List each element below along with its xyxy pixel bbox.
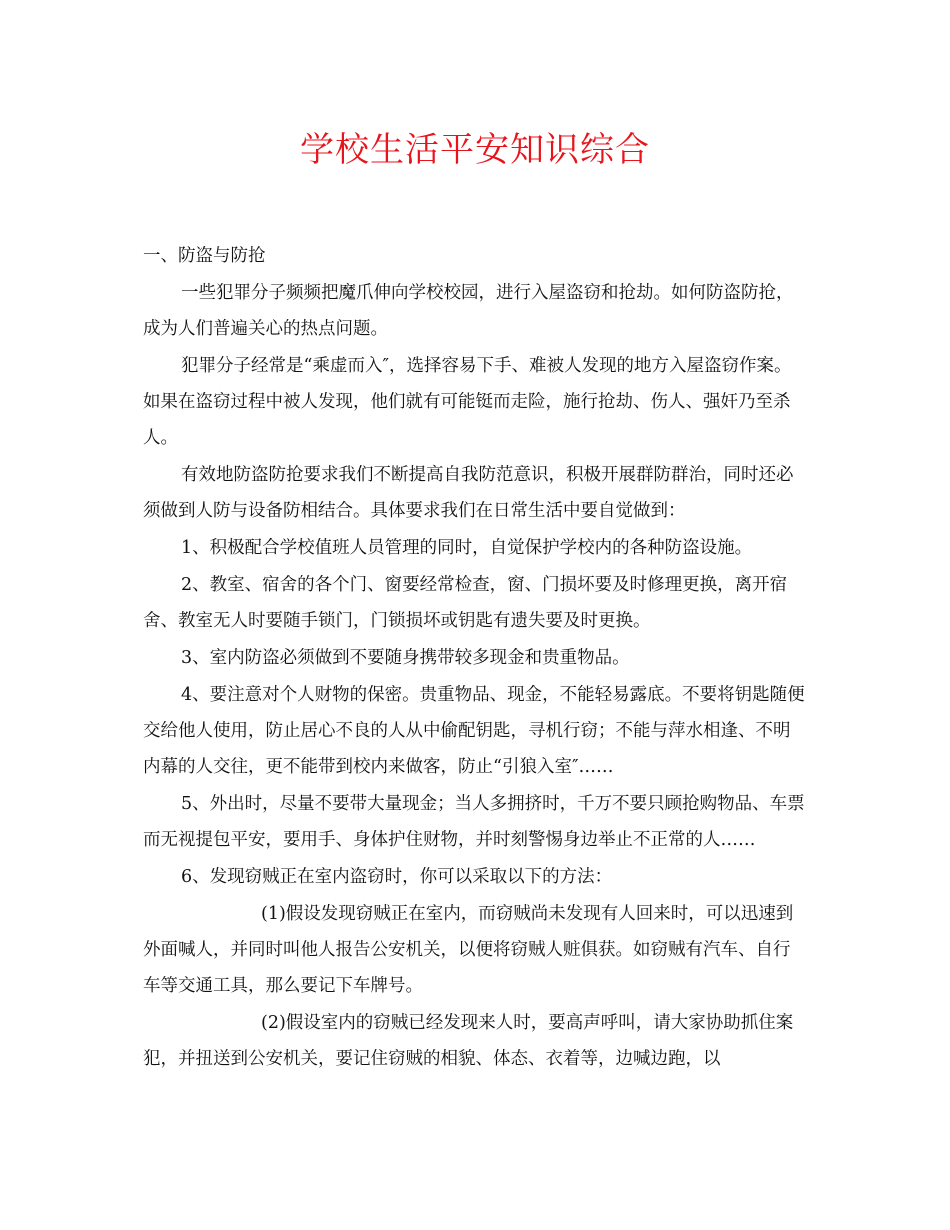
list-item: 6、发现窃贼正在室内盗窃时，你可以采取以下的方法： bbox=[181, 867, 613, 887]
list-item: 5、外出时，尽量不要带大量现金；当人多拥挤时，千万不要只顾抢购物品、车票而无视提包平安，要用手、身体护住财物，并时刻警惕身边举止不正常的人…… bbox=[143, 794, 805, 850]
sub-list-item: (1)假设发现窃贼正在室内，而窃贼尚未发现有人回来时，可以迅速到外面喊人，并同时叫他人报告公安机关，以便将窃贼人赃俱获。如窃贼有汽车、自行车等交通工具，那么要记下车牌号。 bbox=[143, 904, 794, 996]
section-heading: 一、防盗与防抢 bbox=[143, 246, 266, 266]
list-item: 4、要注意对个人财物的保密。贵重物品、现金，不能轻易露底。不要将钥匙随便交给他人使用，防止居心不良的人从中偷配钥匙，寻机行窃；不能与萍水相逢、不明内幕的人交往，更不能带到校内来做客，防止“引狼入室″…… bbox=[143, 685, 805, 777]
paragraph: 犯罪分子经常是“乘虚而入″，选择容易下手、难被人发现的地方入屋盗窃作案。如果在盗窃过程中被人发现，他们就有可能铤而走险，施行抢劫、伤人、强奸乃至杀人。 bbox=[143, 356, 792, 448]
document-title: 学校生活平安知识综合 bbox=[300, 130, 650, 170]
paragraph: 有效地防盗防抢要求我们不断提高自我防范意识，积极开展群防群治，同时还必须做到人防与设备防相结合。具体要求我们在日常生活中要自觉做到： bbox=[143, 465, 794, 521]
list-item: 2、教室、宿舍的各个门、窗要经常检查，窗、门损坏要及时修理更换，离开宿舍、教室无人时要随手锁门，门锁损坏或钥匙有遗失要及时更换。 bbox=[143, 575, 788, 631]
document-body bbox=[143, 238, 807, 1078]
list-item: 3、室内防盗必须做到不要随身携带较多现金和贵重物品。 bbox=[181, 648, 630, 668]
sub-list-item: (2)假设室内的窃贼已经发现来人时，要高声呼叫，请大家协助抓住案犯，并扭送到公安机关，要记住窃贼的相貌、体态、衣着等，边喊边跑，以 bbox=[143, 1013, 794, 1069]
list-item: 1、积极配合学校值班人员管理的同时，自觉保护学校内的各种防盗设施。 bbox=[181, 538, 753, 558]
paragraph: 一些犯罪分子频频把魔爪伸向学校校园，进行入屋盗窃和抢劫。如何防盗防抢，成为人们普遍关心的热点问题。 bbox=[143, 283, 794, 339]
